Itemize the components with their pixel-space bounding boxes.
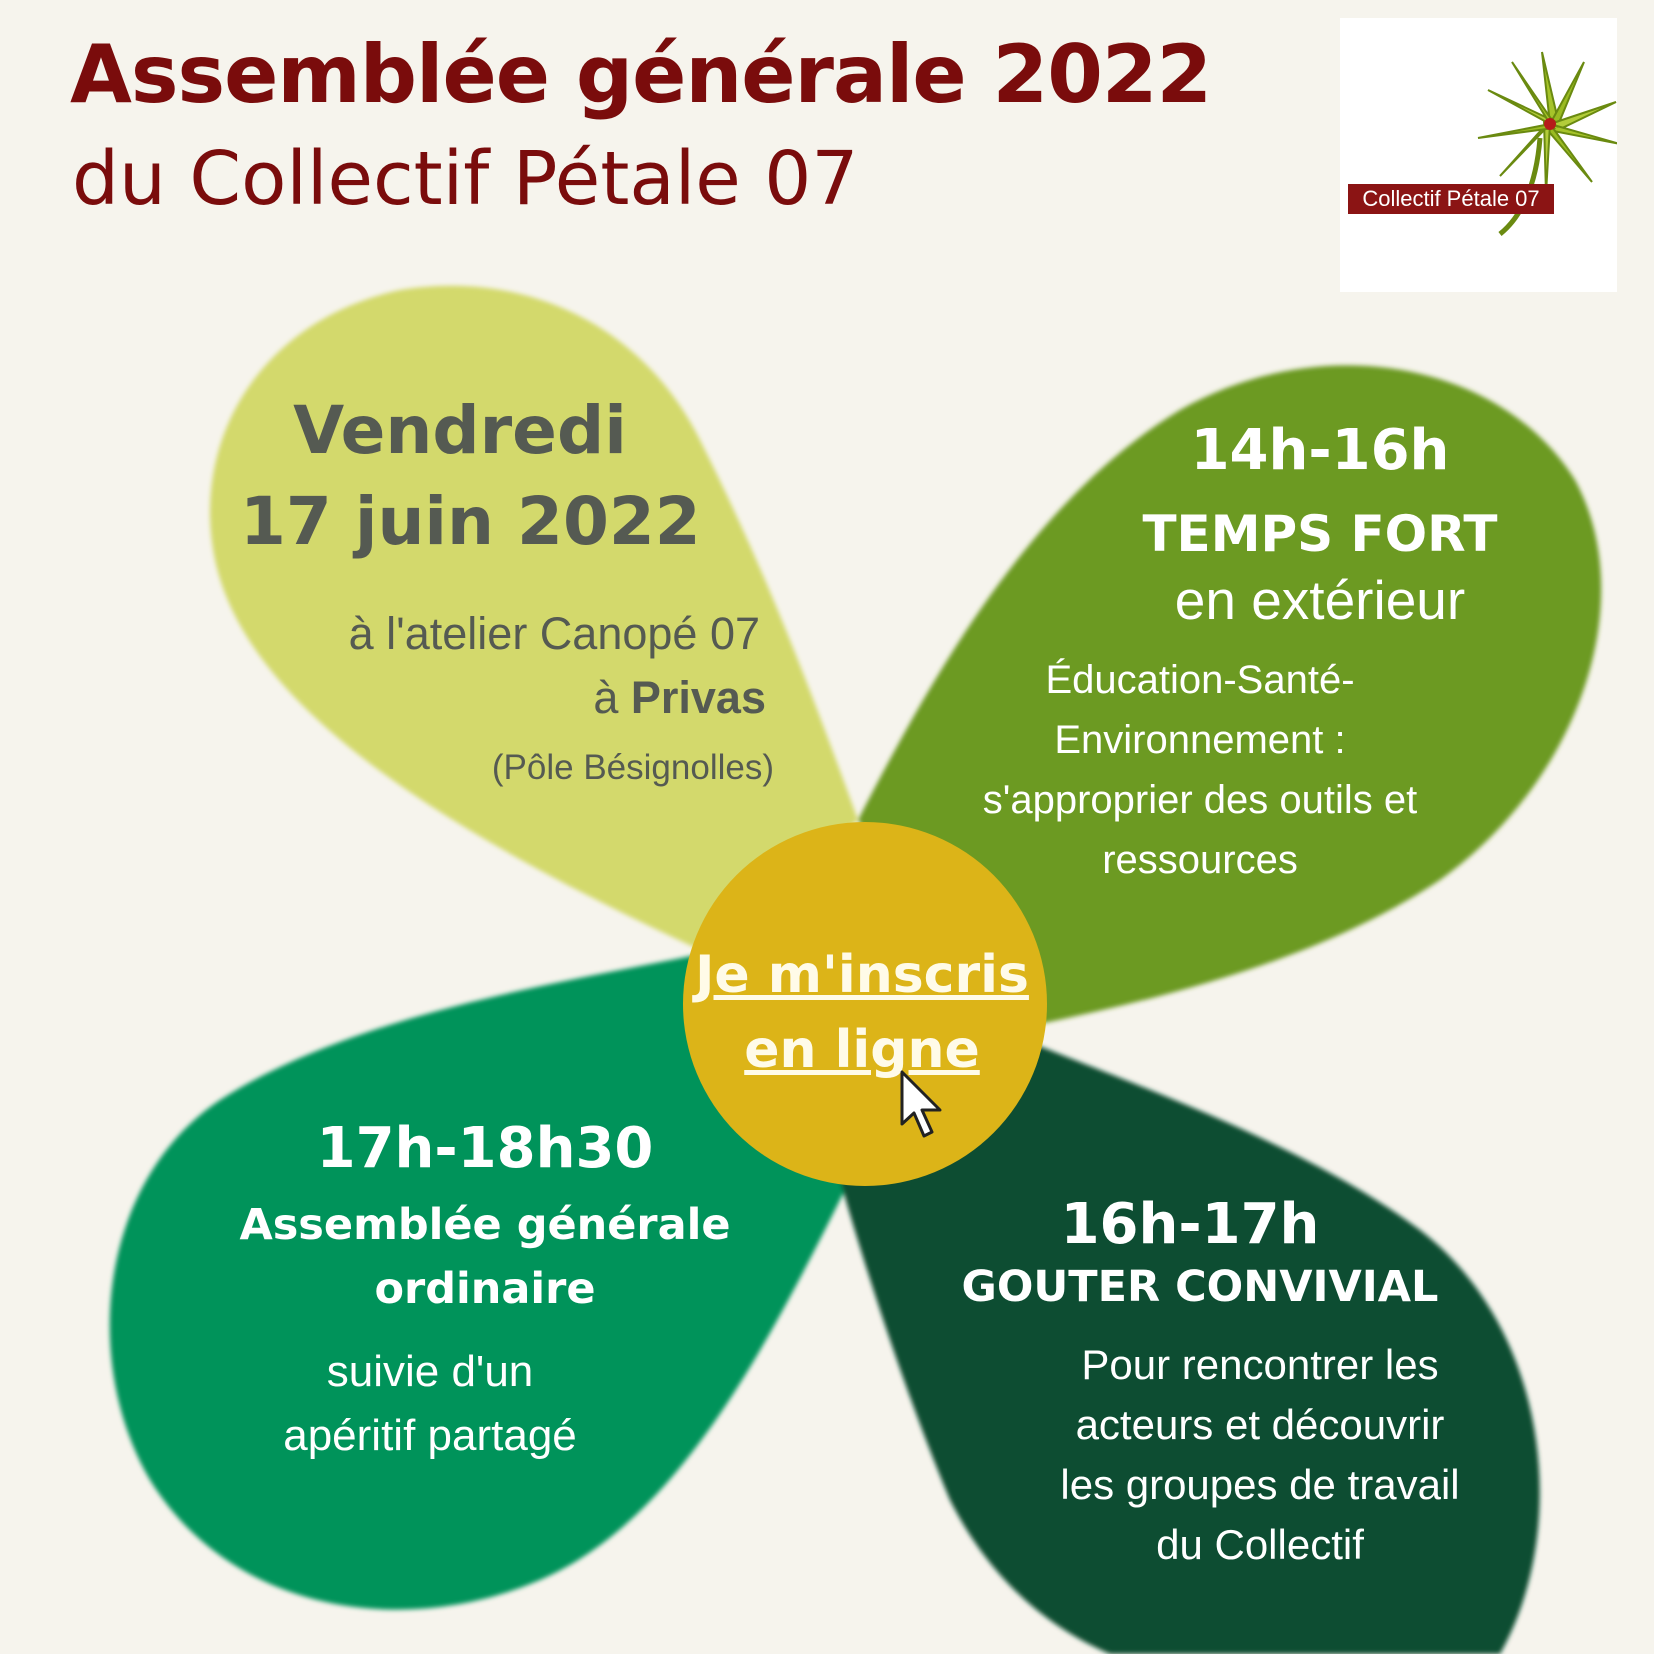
gouter-line: les groupes de travail xyxy=(1060,1461,1460,1508)
gouter-line: du Collectif xyxy=(1156,1521,1364,1568)
temps-fort-line: s'approprier des outils et xyxy=(982,778,1418,822)
gouter-time: 16h-17h xyxy=(1060,1192,1320,1257)
ag-line: apéritif partagé xyxy=(283,1411,577,1460)
ag-heading xyxy=(210,1193,760,1321)
temps-fort-subheading: en extérieur xyxy=(1174,569,1466,631)
logo xyxy=(1340,18,1617,292)
temps-fort-line: Environnement : xyxy=(1054,718,1346,762)
event-city-prefix: à xyxy=(593,672,631,723)
ag-heading-line: ordinaire xyxy=(374,1264,596,1314)
event-date: 17 juin 2022 xyxy=(240,483,701,560)
cursor-arrow-icon xyxy=(898,1068,948,1140)
gouter-line: acteurs et découvrir xyxy=(1075,1401,1445,1448)
register-link-line[interactable]: en ligne xyxy=(744,1020,980,1080)
event-day: Vendredi xyxy=(293,392,627,469)
temps-fort-line: ressources xyxy=(1102,838,1298,882)
ag-time: 17h-18h30 xyxy=(316,1116,654,1181)
ag-description xyxy=(240,1340,620,1468)
gouter-line: Pour rencontrer les xyxy=(1081,1341,1439,1388)
temps-fort-time: 14h-16h xyxy=(1190,418,1450,483)
event-city-name: Privas xyxy=(630,672,766,723)
ag-heading-line: Assemblée générale xyxy=(239,1200,731,1250)
temps-fort-line: Éducation-Santé- xyxy=(1045,658,1355,702)
star-flower-icon xyxy=(1340,18,1617,292)
event-place-detail: (Pôle Bésignolles) xyxy=(491,748,774,787)
event-city xyxy=(400,672,766,724)
temps-fort-heading: TEMPS FORT xyxy=(1142,505,1498,563)
register-link-line[interactable]: Je m'inscris xyxy=(695,945,1029,1005)
temps-fort-description xyxy=(930,650,1470,890)
page-subtitle: du Collectif Pétale 07 xyxy=(72,136,859,222)
gouter-heading: GOUTER CONVIVIAL xyxy=(961,1262,1439,1312)
ag-line: suivie d'un xyxy=(326,1347,534,1396)
event-place: à l'atelier Canopé 07 xyxy=(348,608,760,659)
logo-label: Collectif Pétale 07 xyxy=(1348,184,1554,214)
page-title: Assemblée générale 2022 xyxy=(70,28,1212,121)
gouter-description xyxy=(1010,1335,1510,1575)
register-online-link[interactable] xyxy=(682,938,1042,1088)
